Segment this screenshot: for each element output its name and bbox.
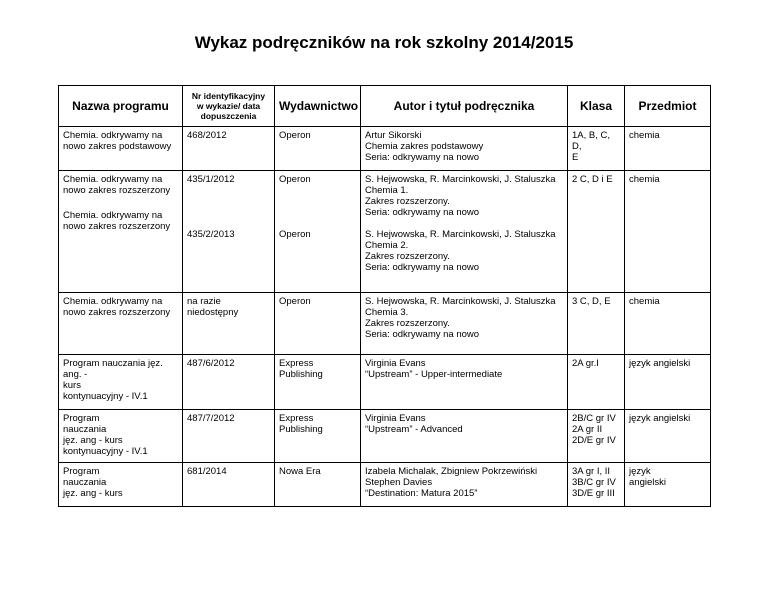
- table-row: [59, 171, 711, 293]
- cell-nr: 487/6/2012: [183, 355, 275, 410]
- nr-part-1: 435/1/2012: [187, 174, 235, 185]
- cell-program: Program nauczania jęz. ang - kurs kontynuacyjny - IV.1: [59, 410, 183, 463]
- author-part-2: S. Hejwowska, R. Marcinkowski, J. Staluszka Chemia 2. Zakres rozszerzony. Seria: odkrywamy na nowo: [365, 229, 556, 273]
- cell-subject: język angielski: [625, 355, 711, 410]
- cell-author: Izabela Michalak, Zbigniew Pokrzewiński Stephen Davies “Destination: Matura 2015”: [361, 463, 568, 507]
- cell-publisher: [275, 171, 361, 293]
- cell-class: 3 C, D, E: [568, 293, 625, 355]
- header-nr: Nr identyfikacyjny w wykazie/ data dopuszczenia: [183, 86, 275, 127]
- cell-nr: [183, 171, 275, 293]
- header-class: Klasa: [568, 86, 625, 127]
- table-row: [59, 127, 711, 171]
- cell-program: Program nauczania jęz. ang. - kurs kontynuacyjny - IV.1: [59, 355, 183, 410]
- table-row: [59, 463, 711, 507]
- cell-publisher: Operon: [275, 127, 361, 171]
- cell-program: Chemia. odkrywamy na nowo zakres podstawowy: [59, 127, 183, 171]
- cell-publisher: Operon: [275, 293, 361, 355]
- header-publisher: Wydawnictwo: [275, 86, 361, 127]
- cell-author: Artur Sikorski Chemia zakres podstawowy Seria: odkrywamy na nowo: [361, 127, 568, 171]
- cell-nr: 468/2012: [183, 127, 275, 171]
- cell-subject: chemia: [625, 127, 711, 171]
- program-part-1: Chemia. odkrywamy na nowo zakres rozszerzony: [63, 174, 171, 196]
- cell-subject: chemia: [625, 293, 711, 355]
- cell-publisher: Express Publishing: [275, 355, 361, 410]
- cell-author: [361, 171, 568, 293]
- header-author: Autor i tytuł podręcznika: [361, 86, 568, 127]
- cell-subject: język angielski: [625, 410, 711, 463]
- page-title: Wykaz podręczników na rok szkolny 2014/2015: [194, 33, 574, 52]
- cell-nr: 681/2014: [183, 463, 275, 507]
- cell-subject: chemia: [625, 171, 711, 293]
- cell-program: [59, 171, 183, 293]
- cell-nr: 487/7/2012: [183, 410, 275, 463]
- publisher-part-1: Operon: [279, 174, 311, 185]
- cell-class: 2B/C gr IV 2A gr II 2D/E gr IV: [568, 410, 625, 463]
- publisher-part-2: Operon: [279, 229, 311, 240]
- table-row: [59, 355, 711, 410]
- cell-program: Program nauczania jęz. ang - kurs: [59, 463, 183, 507]
- cell-publisher: Express Publishing: [275, 410, 361, 463]
- textbook-table: [58, 85, 711, 507]
- cell-class: 2 C, D i E: [568, 171, 625, 293]
- cell-publisher: Nowa Era: [275, 463, 361, 507]
- cell-program: Chemia. odkrywamy na nowo zakres rozszerzony: [59, 293, 183, 355]
- cell-class: 3A gr I, II 3B/C gr IV 3D/E gr III: [568, 463, 625, 507]
- cell-class: 1A, B, C, D, E: [568, 127, 625, 171]
- header-subject: Przedmiot: [625, 86, 711, 127]
- cell-author: Virginia Evans “Upstream” - Upper-intermediate: [361, 355, 568, 410]
- cell-author: Virginia Evans “Upstream” - Advanced: [361, 410, 568, 463]
- cell-class: 2A gr.I: [568, 355, 625, 410]
- cell-author: S. Hejwowska, R. Marcinkowski, J. Staluszka Chemia 3. Zakres rozszerzony. Seria: odkrywamy na nowo: [361, 293, 568, 355]
- cell-subject: język angielski: [625, 463, 711, 507]
- author-part-1: S. Hejwowska, R. Marcinkowski, J. Staluszka Chemia 1. Zakres rozszerzony. Seria: odkrywamy na nowo: [365, 174, 556, 218]
- nr-part-2: 435/2/2013: [187, 229, 235, 240]
- header-row: [59, 86, 711, 127]
- table-row: [59, 410, 711, 463]
- program-part-2: Chemia. odkrywamy na nowo zakres rozszerzony: [63, 210, 171, 232]
- header-program: Nazwa programu: [59, 86, 183, 127]
- cell-nr: na razie niedostępny: [183, 293, 275, 355]
- table-row: [59, 293, 711, 355]
